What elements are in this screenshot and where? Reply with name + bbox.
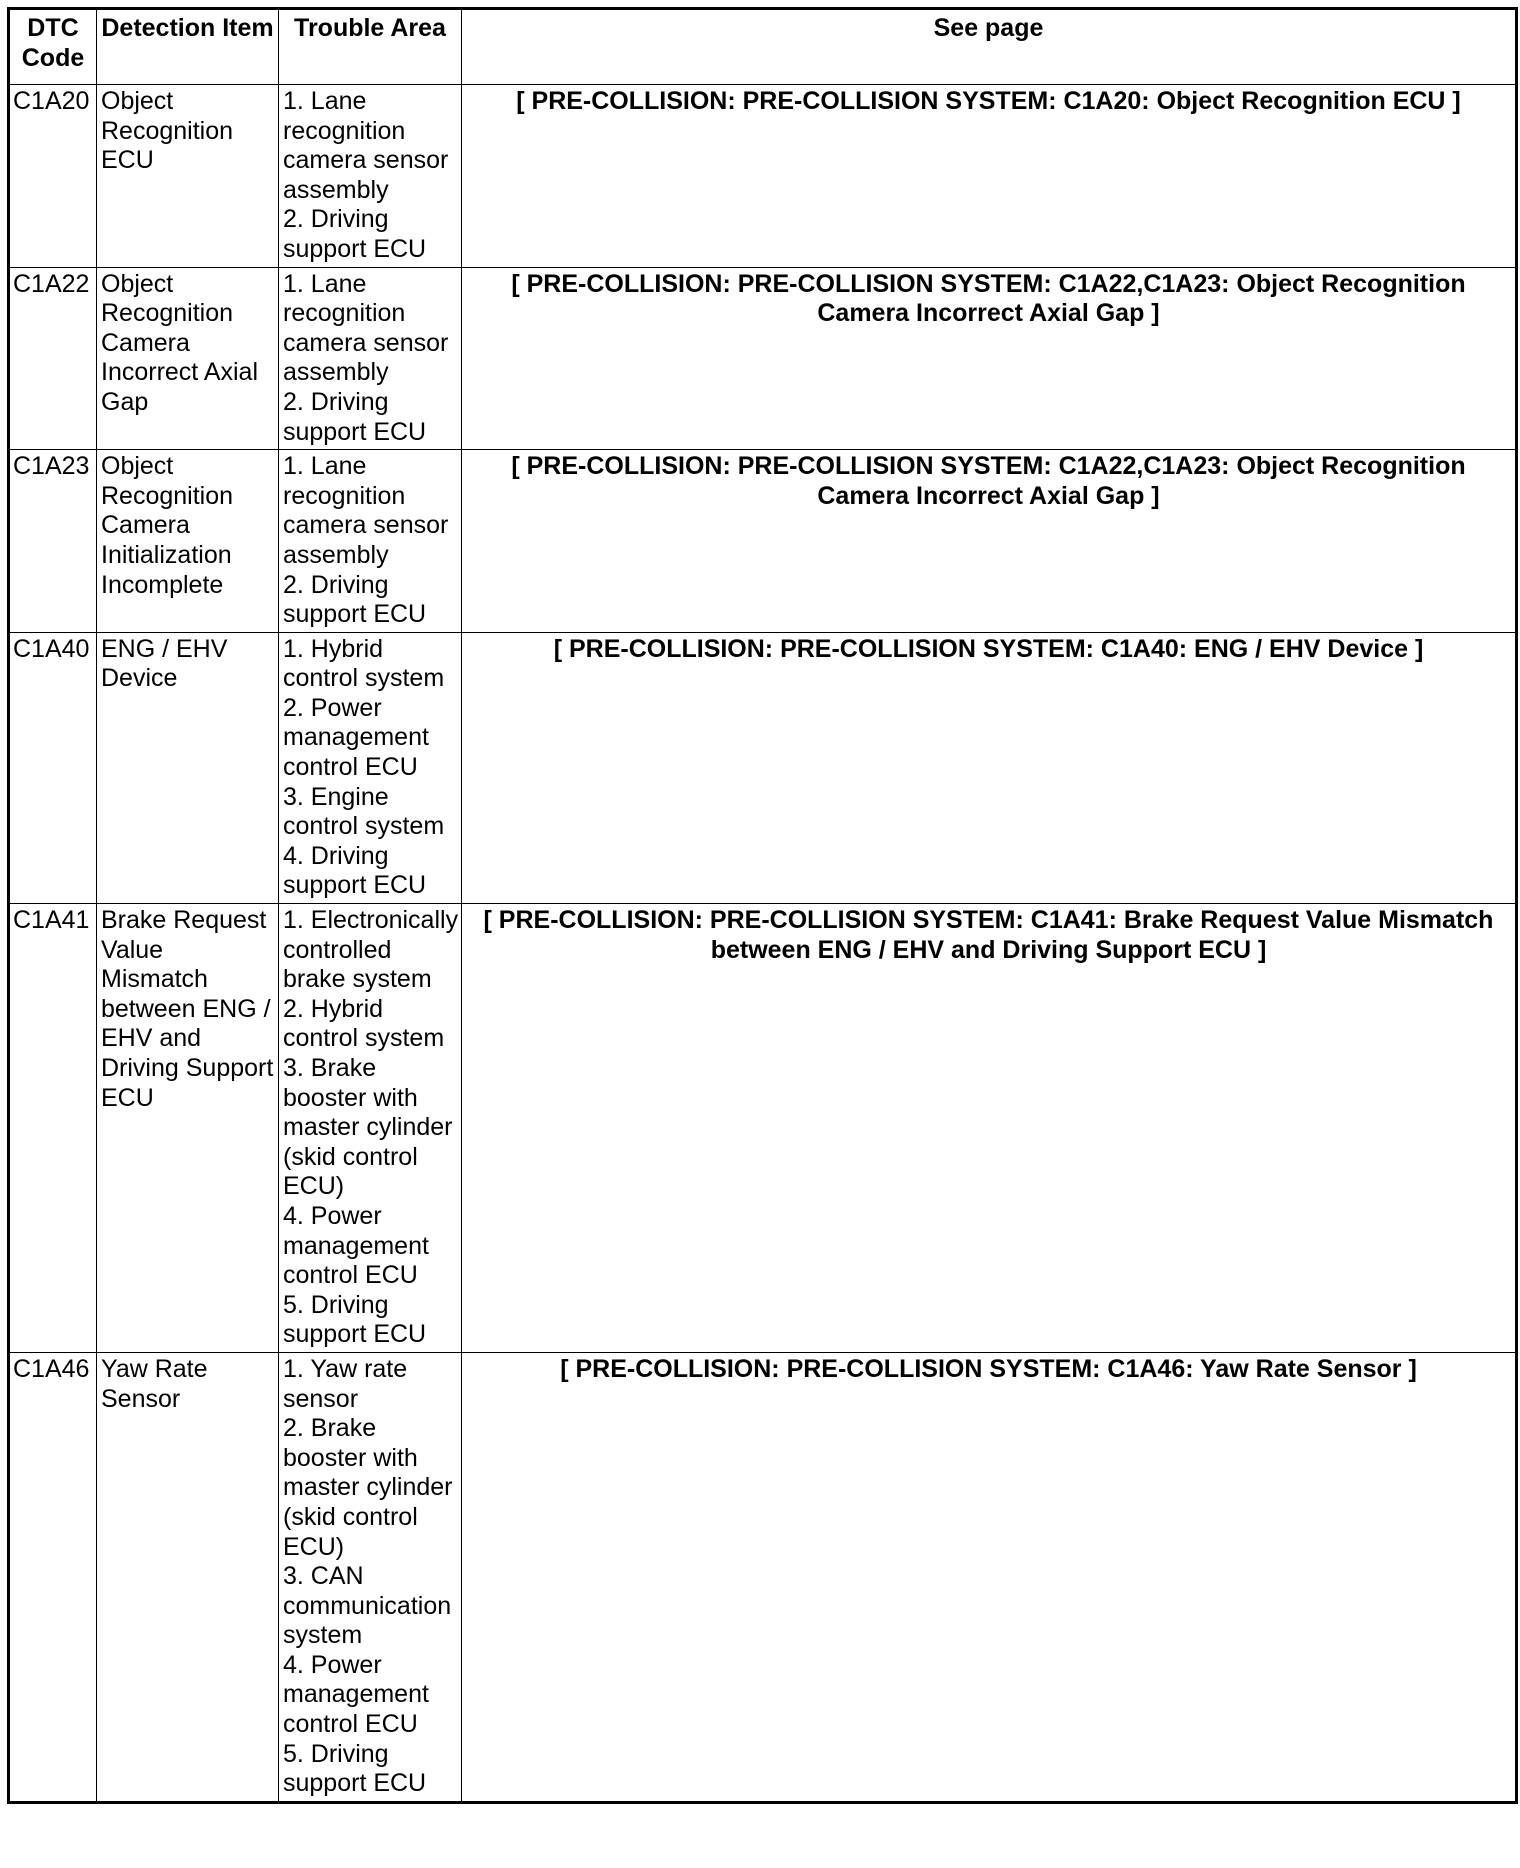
trouble-area-line: 3. Engine control system xyxy=(283,782,445,841)
trouble-area-line: 2. Driving support ECU xyxy=(283,387,427,446)
detection-item-cell: ENG / EHV Device xyxy=(97,632,279,903)
table-row xyxy=(9,632,1517,903)
detection-item-cell: Brake Request Value Mismatch between ENG / EHV and Driving Support ECU xyxy=(97,904,279,1353)
trouble-area-cell xyxy=(279,85,462,268)
header-see-page: See page xyxy=(462,9,1517,85)
table-row xyxy=(9,1352,1517,1802)
dtc-table xyxy=(7,7,1518,1804)
detection-item-cell: Object Recognition Camera Incorrect Axial Gap xyxy=(97,267,279,450)
table-row xyxy=(9,904,1517,1353)
detection-item-cell: Yaw Rate Sensor xyxy=(97,1352,279,1802)
table-row xyxy=(9,85,1517,268)
trouble-area-cell xyxy=(279,267,462,450)
trouble-area-line: 4. Driving support ECU xyxy=(283,841,427,900)
trouble-area-line: 5. Driving support ECU xyxy=(283,1739,427,1798)
trouble-area-line: 1. Electronically controlled brake system xyxy=(283,906,459,994)
trouble-area-line: 2. Driving support ECU xyxy=(283,205,427,263)
table-row xyxy=(9,267,1517,450)
table-row xyxy=(9,450,1517,633)
dtc-code-cell: C1A20 xyxy=(9,85,97,268)
header-row xyxy=(9,9,1517,85)
trouble-area-line: 4. Power management control ECU xyxy=(283,1201,429,1290)
detection-item-cell: Object Recognition ECU xyxy=(97,85,279,268)
see-page-cell xyxy=(462,1352,1517,1802)
trouble-area-line: 5. Driving support ECU xyxy=(283,1290,427,1349)
see-page-link[interactable]: [ PRE-COLLISION: PRE-COLLISION SYSTEM: C1A22,C1A23: Object Recognition Camera Incorrect Axial Gap ] xyxy=(511,269,1466,328)
see-page-link[interactable]: [ PRE-COLLISION: PRE-COLLISION SYSTEM: C1A41: Brake Request Value Mismatch between ENG / EHV and Driving Support ECU ] xyxy=(483,906,1494,964)
dtc-code-cell: C1A23 xyxy=(9,450,97,633)
trouble-area-cell xyxy=(279,450,462,633)
dtc-code-cell: C1A22 xyxy=(9,267,97,450)
see-page-cell xyxy=(462,85,1517,268)
trouble-area-line: 1. Lane recognition camera sensor assembly xyxy=(283,269,449,387)
see-page-link[interactable]: [ PRE-COLLISION: PRE-COLLISION SYSTEM: C1A40: ENG / EHV Device ] xyxy=(553,634,1424,663)
header-trouble-area: Trouble Area xyxy=(279,9,462,85)
see-page-cell xyxy=(462,267,1517,450)
trouble-area-cell xyxy=(279,904,462,1353)
trouble-area-cell xyxy=(279,632,462,903)
dtc-code-cell: C1A41 xyxy=(9,904,97,1353)
see-page-link[interactable]: [ PRE-COLLISION: PRE-COLLISION SYSTEM: C1A46: Yaw Rate Sensor ] xyxy=(560,1354,1417,1383)
detection-item-cell: Object Recognition Camera Initialization Incomplete xyxy=(97,450,279,633)
trouble-area-line: 1. Lane recognition camera sensor assembly xyxy=(283,452,449,569)
trouble-area-line: 1. Lane recognition camera sensor assembly xyxy=(283,87,449,204)
trouble-area-line: 4. Power management control ECU xyxy=(283,1650,429,1739)
see-page-cell xyxy=(462,450,1517,633)
dtc-code-cell: C1A40 xyxy=(9,632,97,903)
see-page-cell xyxy=(462,904,1517,1353)
see-page-link[interactable]: [ PRE-COLLISION: PRE-COLLISION SYSTEM: C1A22,C1A23: Object Recognition Camera Incorrect Axial Gap ] xyxy=(511,452,1466,510)
trouble-area-line: 2. Power management control ECU xyxy=(283,693,429,782)
trouble-area-line: 2. Hybrid control system xyxy=(283,994,445,1053)
trouble-area-cell xyxy=(279,1352,462,1802)
trouble-area-line: 1. Hybrid control system xyxy=(283,634,445,693)
header-detection-item: Detection Item xyxy=(97,9,279,85)
dtc-code-cell: C1A46 xyxy=(9,1352,97,1802)
see-page-link[interactable]: [ PRE-COLLISION: PRE-COLLISION SYSTEM: C1A20: Object Recognition ECU ] xyxy=(516,87,1461,115)
trouble-area-line: 3. Brake booster with master cylinder (skid control ECU) xyxy=(283,1054,453,1201)
see-page-cell xyxy=(462,632,1517,903)
trouble-area-line: 2. Brake booster with master cylinder (skid control ECU) xyxy=(283,1414,453,1561)
trouble-area-line: 3. CAN communication system xyxy=(283,1562,452,1650)
trouble-area-line: 1. Yaw rate sensor xyxy=(283,1354,408,1413)
header-dtc-code: DTC Code xyxy=(9,9,97,85)
trouble-area-line: 2. Driving support ECU xyxy=(283,570,427,629)
